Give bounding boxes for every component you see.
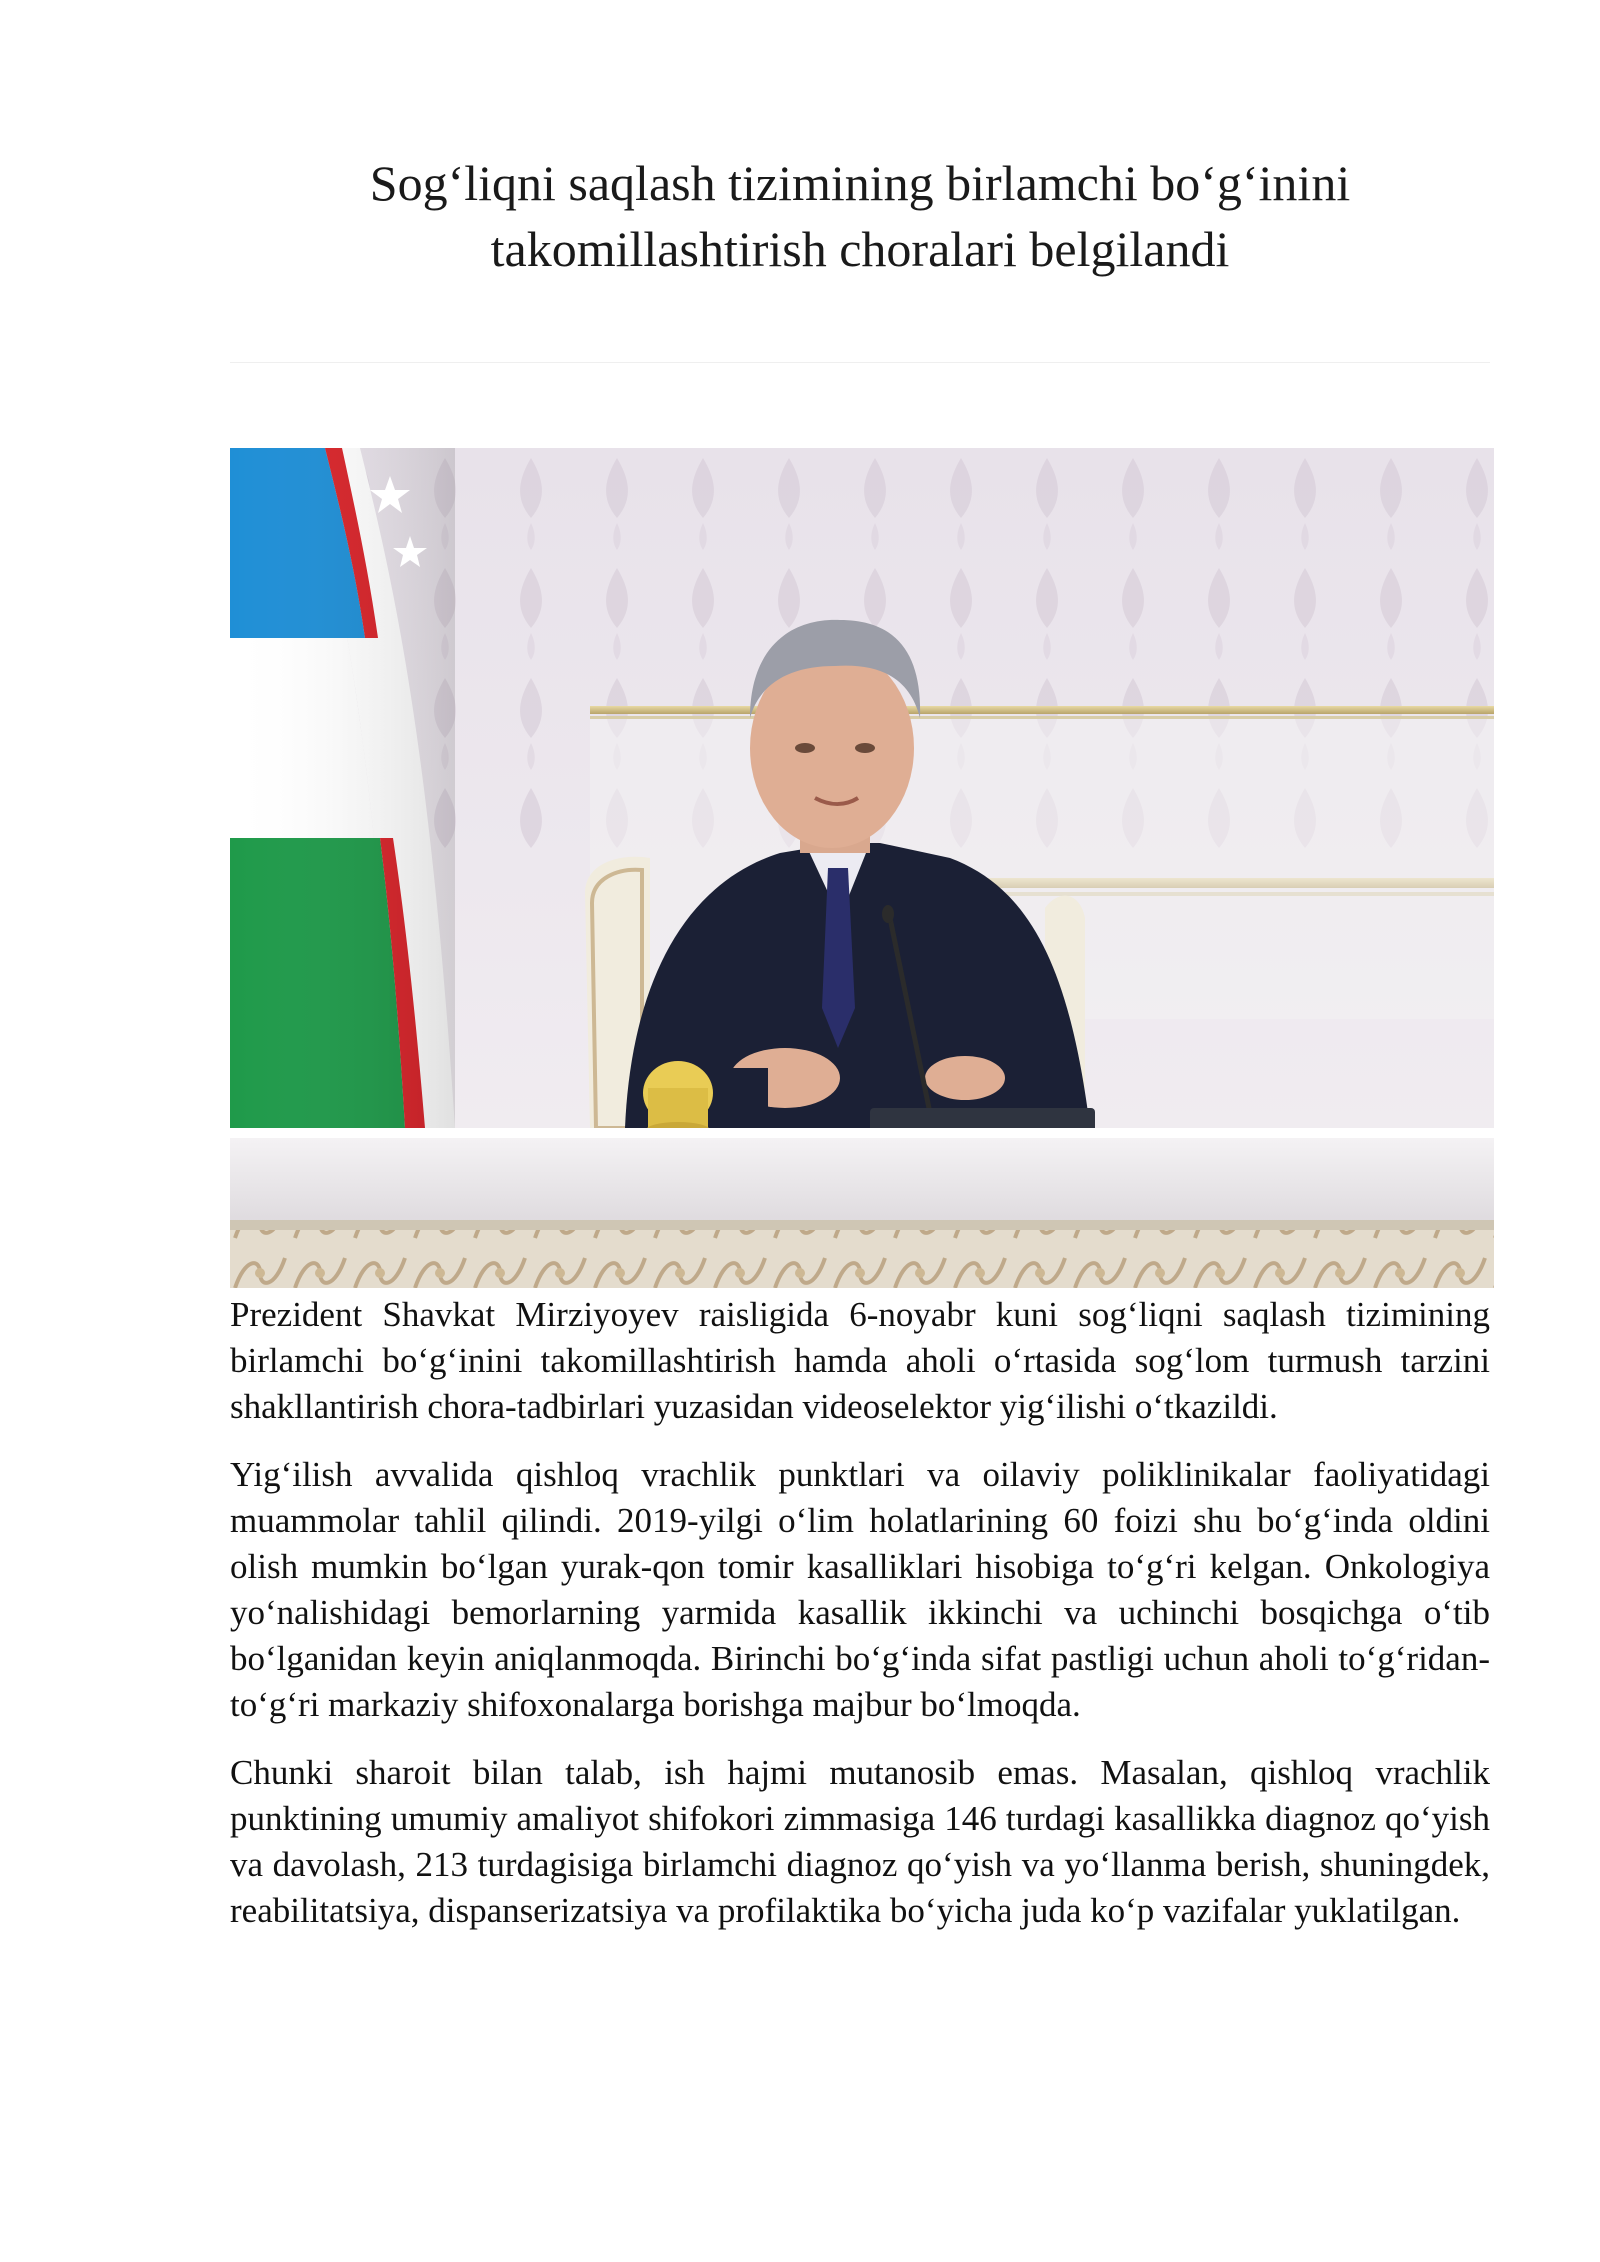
title-line-1: Sog‘liqni saqlash tizimining birlamchi bo‘g‘inini [369, 155, 1351, 211]
article-paragraph-3: Chunki sharoit bilan talab, ish hajmi mutanosib emas. Masalan, qishloq vrachlik punktining umumiy amaliyot shifokori zimmasiga 146 turdagi kasallikka diagnoz qo‘yish va davolash, 213 turdagisiga birlamchi diagnoz qo‘yish va yo‘llanma berish, shuningdek, reabilitatsiya, dispanserizatsiya va profilaktika bo‘yicha juda ko‘p vazifalar yuklatilgan. [230, 1753, 1490, 1930]
article-body [230, 1292, 1490, 1956]
article-paragraph-2: Yig‘ilish avvalida qishloq vrachlik punktlari va oilaviy poliklinikalar faoliyatidagi muammolar tahlil qilindi. 2019-yilgi o‘lim holatlarining 60 foizi shu bo‘g‘inda oldini olish mumkin bo‘lgan yurak-qon tomir kasalliklari hisobiga to‘g‘ri kelgan. Onkologiya yo‘nalishidagi bemorlarning yarmida kasallik ikkinchi va uchinchi bosqichga o‘tib bo‘lganidan keyin aniqlanmoqda. Birinchi bo‘g‘inda sifat pastligi uchun aholi to‘g‘ridan-to‘g‘ri markaziy shifoxonalarga borishga majbur bo‘lmoqda. [230, 1455, 1490, 1724]
title-divider [230, 362, 1490, 363]
photograph-icon [230, 448, 1494, 1288]
title-line-2: takomillashtirish choralari belgilandi [490, 221, 1230, 277]
article-photo [230, 448, 1494, 1288]
article-paragraph-1: Prezident Shavkat Mirziyoyev raisligida 6-noyabr kuni sog‘liqni saqlash tizimining birlamchi bo‘g‘inini takomillashtirish hamda aholi o‘rtasida sog‘lom turmush tarzini shakllantirish chora-tadbirlari yuzasidan videoselektor yig‘ilishi o‘tkazildi. [230, 1295, 1490, 1426]
page-title [230, 150, 1490, 282]
